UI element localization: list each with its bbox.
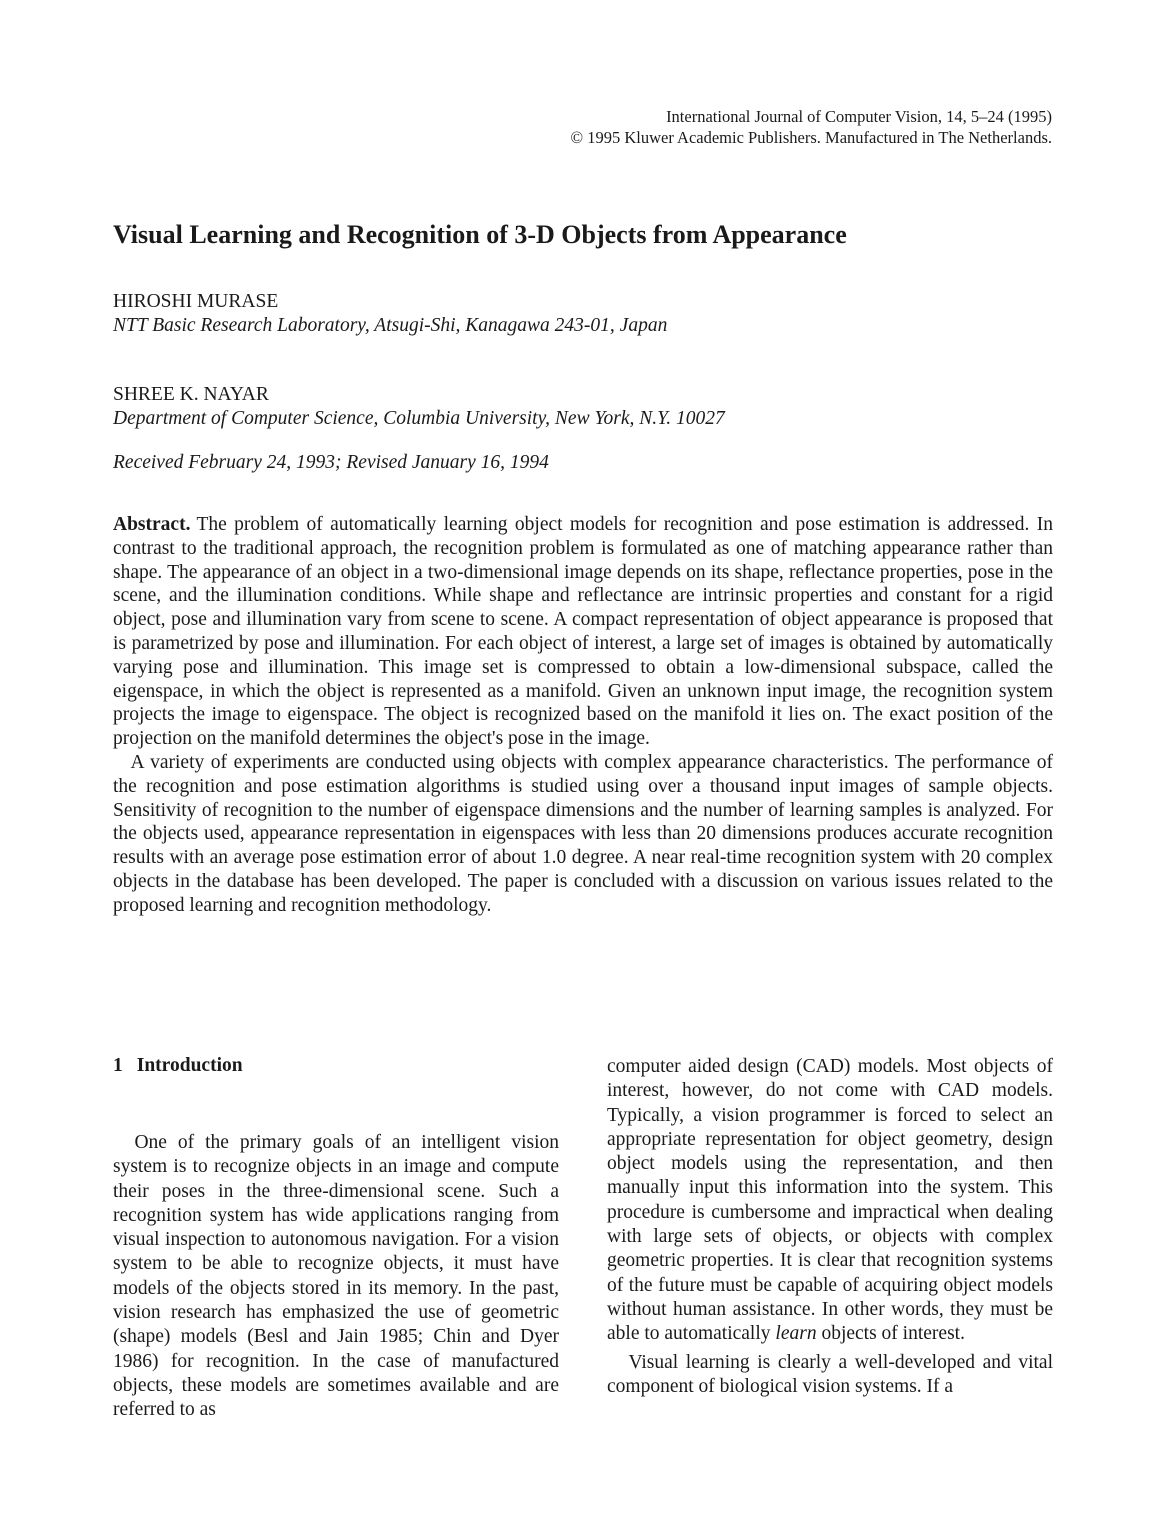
author-affiliation: NTT Basic Research Laboratory, Atsugi-Shi, Kanagawa 243-01, Japan — [113, 315, 668, 336]
abstract-label: Abstract. — [113, 514, 191, 535]
intro-text-end: objects of interest. — [821, 1323, 965, 1345]
abstract-paragraph-2: A variety of experiments are conducted using objects with complex appearance characteristics. The performance of the recognition and pose estimation algorithms is studied using over a thousand input images of sample objects. Sensitivity of recognition to the number of eigenspace dimensions and the number of learning samples is analyzed. For the objects used, appearance representation in eigenspaces with less than 20 dimensions produces accurate recognition results with an average pose estimation error of about 1.0 degree. A near real-time recognition system with 20 complex objects in the database has been developed. The paper is concluded with a discussion on various issues related to the proposed learning and recognition methodology. — [113, 751, 1053, 916]
journal-citation: International Journal of Computer Vision, 14, 5–24 (1995) — [666, 107, 1052, 126]
author-affiliation: Department of Computer Science, Columbia University, New York, N.Y. 10027 — [113, 408, 725, 429]
received-dates: Received February 24, 1993; Revised January 16, 1994 — [113, 452, 549, 473]
section-heading — [113, 1053, 559, 1079]
intro-text-start: computer aided design (CAD) models. Most objects of interest, however, do not come with CAD models. Typically, a vision programmer is forced to select an appropriate representation for object geometry, design object models using the representation, and then manually input this information into the system. This procedure is cumbersome and impractical when dealing with large sets of objects, or objects with complex geometric properties. It is clear that recognition systems of the future must be capable of acquiring object models without human assistance. In other words, they must be able to automatically — [607, 1056, 1053, 1345]
section-title: Introduction — [136, 1055, 243, 1076]
abstract — [113, 513, 1053, 918]
paper-title: Visual Learning and Recognition of 3-D Objects from Appearance — [113, 220, 847, 249]
abstract-text-1: The problem of automatically learning object models for recognition and pose estimation is addressed. In contrast to the traditional approach, the recognition problem is formulated as one of matching appearance rather than shape. The appearance of an object in a two-dimensional image depends on its shape, reflectance properties, pose in the scene, and the illumination conditions. While shape and reflectance are intrinsic properties and constant for a rigid object, pose and illumination vary from scene to scene. A compact representation of object appearance is proposed that is parametrized by pose and illumination. For each object of interest, a large set of images is obtained by automatically varying pose and illumination. This image set is compressed to obtain a low-dimensional subspace, called the eigenspace, in which the object is represented as a manifold. Given an unknown input image, the recognition system projects the image to eigenspace. The object is recognized based on the manifold it lies on. The exact position of the projection on the manifold determines the object's pose in the image. — [113, 514, 1053, 750]
left-column — [113, 1053, 559, 1423]
author-name: SHREE K. NAYAR — [113, 384, 269, 405]
copyright-line: © 1995 Kluwer Academic Publishers. Manufactured in The Netherlands. — [570, 128, 1052, 147]
intro-paragraph-2: Visual learning is clearly a well-developed and vital component of biological vision systems. If a — [607, 1351, 1053, 1397]
section-number: 1 — [113, 1055, 123, 1076]
intro-paragraph-1: One of the primary goals of an intelligent vision system is to recognize objects in an image and compute their poses in the three-dimensional scene. Such a recognition system has wide applications ranging from visual inspection to autonomous navigation. For a vision system to be able to recognize objects, it must have models of the objects stored in its memory. In the past, vision research has emphasized the use of geometric (shape) models (Besl and Jain 1985; Chin and Dyer 1986) for recognition. In the case of manufactured objects, these models are sometimes available and are referred to as — [113, 1132, 559, 1421]
right-column — [607, 1055, 1053, 1399]
emphasis-learn: learn — [775, 1323, 817, 1345]
author-2 — [113, 383, 1053, 431]
intro-paragraph-continued — [607, 1055, 1053, 1347]
journal-header — [571, 106, 1052, 148]
author-name: HIROSHI MURASE — [113, 291, 279, 312]
abstract-paragraph-1 — [113, 513, 1053, 751]
author-1 — [113, 290, 1053, 338]
